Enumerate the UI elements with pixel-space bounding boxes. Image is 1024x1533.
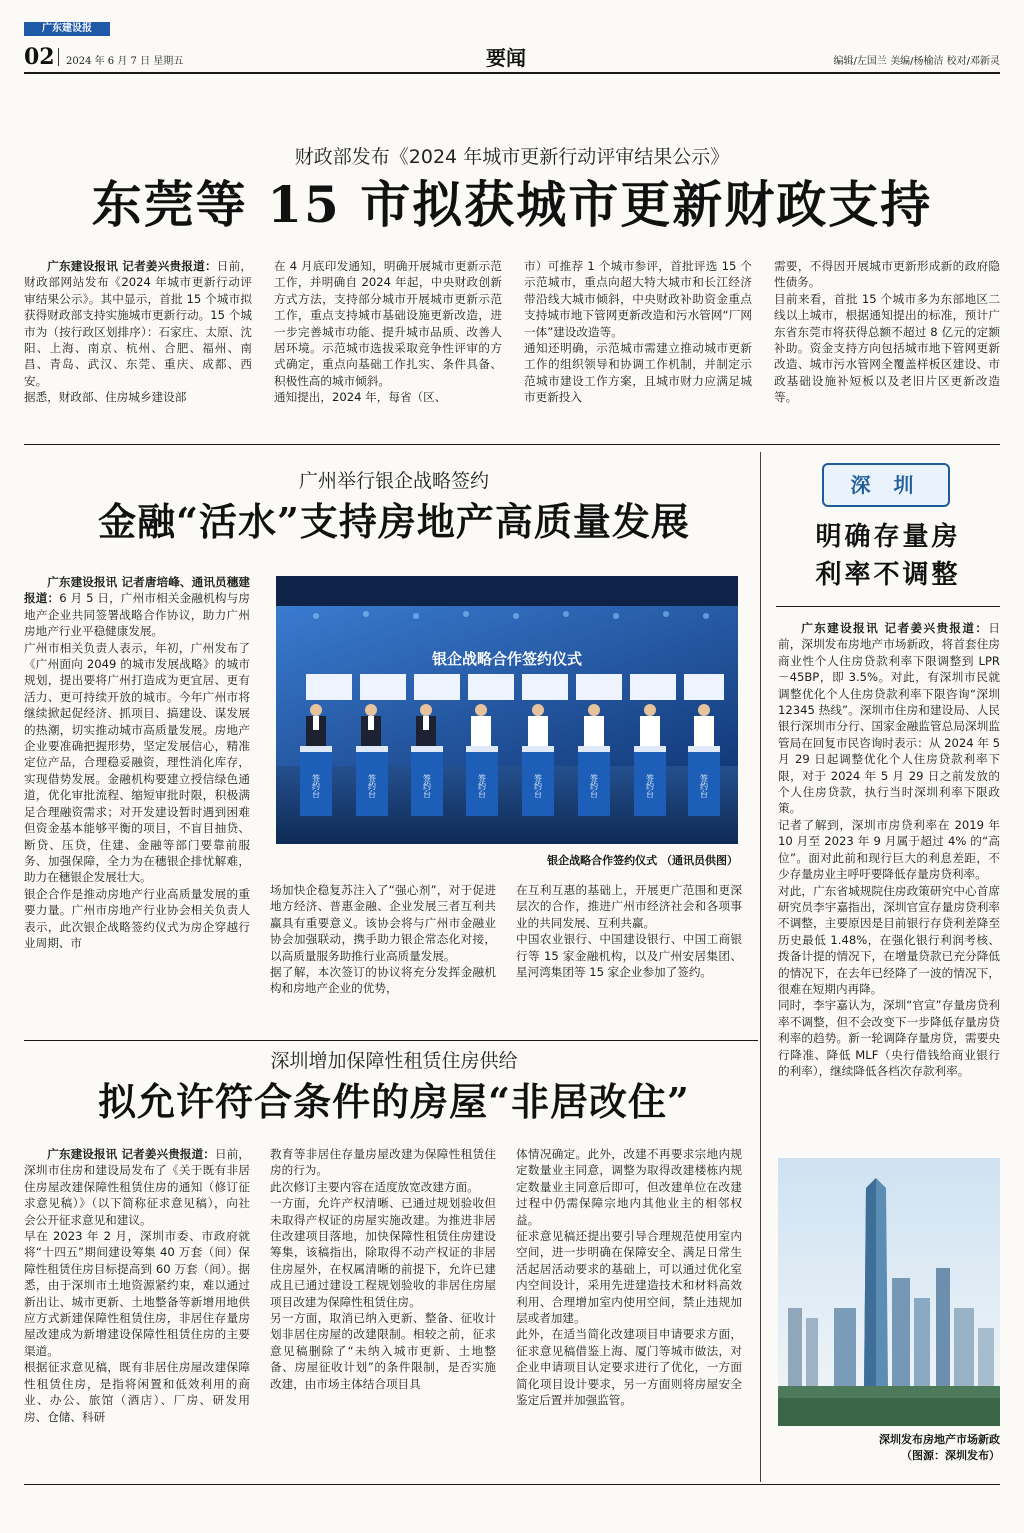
article2-column-1 xyxy=(24,574,250,951)
editor-credits: 编辑/左国兰 美编/杨榆洁 校对/邓新灵 xyxy=(833,56,1000,67)
photo-caption: 银企战略合作签约仪式 （通讯员供图） xyxy=(547,854,738,867)
article2-kicker: 广州举行银企战略签约 xyxy=(298,470,489,492)
article1-column-1 xyxy=(24,258,252,406)
shenzhen-photo-caption xyxy=(778,1432,1000,1464)
article2-column-2: 场加快企稳复苏注入了“强心剂”，对于促进地方经济、普惠金融、企业发展三者互利共赢具有重要意义。该协会将与广州市金融业协会加强联动，携手助力银企常态化对接，以高质量服务助推行业高质量发展。 据了解，本次签订的协议将充分发挥金融机构和房地产企业的优势， xyxy=(270,883,496,996)
article2-headline: 金融“活水”支持房地产高质量发展 xyxy=(98,499,690,544)
podium-label: 签约台 xyxy=(422,774,432,798)
podium-label: 签约台 xyxy=(699,774,709,798)
podium-label: 签约台 xyxy=(367,774,377,798)
article1-byline: 广东建设报讯 记者姜兴贵报道： xyxy=(47,259,217,273)
sidebar-body xyxy=(778,620,1000,1079)
shenzhen-skyline-photo xyxy=(778,1158,1000,1426)
article3-column-2: 教育等非居住存量房屋改建为保障性租赁住房的行为。 此次修订主要内容在适度放宽改建方面。 一方面，允许产权清晰、已通过规划验收但未取得产权证的房屋实施改建。为推进非居住改建项目落地，加快保障性租赁住房建设筹集，该稿指出，除取得不动产权证的非居住房屋外，在权属清晰的前提下，允许已建成且已通过建设工程规划验收的非居住房屋项目改建为保障性租赁住房。 另一方面，取消已纳入更新、整备、征收计划非居住房屋的改建限制。相较之前，征求意见稿删除了“未纳入城市更新、土地整备、房屋征收计划”的条件限制，是否实施改建，由市场主体结合项目具 xyxy=(270,1147,496,1391)
sidebar-headline-line-2: 利率不调整 xyxy=(815,560,961,590)
article1-kicker: 财政部发布《2024 年城市更新行动评审结果公示》 xyxy=(294,146,730,168)
sidebar-body-text: 日前，深圳发布房地产市场新政，将首套住房商业性个人住房贷款利率下限调整到 LPR－45BP，即 3.5%。对此，有深圳市民就调整优化个人住房贷款利率下限咨询“深圳 12345 热线”。深圳市住房和建设局、人民银行深圳市分行、国家金融监管总局深圳监管局在回复市民咨询时表示：从 2024 年 5 月 29 日起调整优化个人住房贷款利率下限，对于 2024 年 5 月 29 日之前发放的个人住房贷款，执行当时深圳利率下限政策。 记者了解到，深圳市房贷利率在 2019 年 10 月至 2023 年 9 月属于超过 4% 的“高位”。面对此前和现行巨大的利息差距，不少存量房业主呼吁要降低存量房贷利率。 对此，广东省城规院住房政策研究中心首席研究员李宇嘉指出，深圳官宣存量房贷利率不调整，主要原因是目前银行存贷利差降至历史最低 1.48%，在强化银行利润考核、拨备计提的情况下，在增量贷款已充分降低的情况下，在去年已经降了一波的情况下，很难在短期内再降。 同时，李宇嘉认为，深圳“官宣”存量房贷利率不调整，但不会改变下一步降低存量房贷利率的趋势。新一轮调降存量房贷，需要央行降准、降低 MLF（央行借钱给商业银行的利率），继续降低各档次存款利率。 xyxy=(778,621,1000,1078)
page-number: 02 xyxy=(24,44,55,70)
article1-headline: 东莞等 15 市拟获城市更新财政支持 xyxy=(91,175,933,234)
page-bottom-rule xyxy=(24,1484,1000,1485)
issue-date: 2024 年 6 月 7 日 星期五 xyxy=(66,56,184,67)
shenzhen-skyline-illustration xyxy=(778,1158,1000,1426)
article1-column-2: 在 4 月底印发通知，明确开展城市更新示范工作，并明确自 2024 年起，中央财政创新方式方法，支持部分城市开展城市更新示范工作，重点支持城市基础设施更新改造，进一步完善城市功能、提升城市品质、改善人居环境。示范城市选拔采取竞争性评审的方式确定，重点向基础工作扎实、条件具备、积极性高的城市倾斜。 通知提出，2024 年，每省（区、 xyxy=(274,259,502,405)
paper-name-badge: 广东建设报 xyxy=(24,22,110,36)
podium-label: 签约台 xyxy=(589,774,599,798)
article2-bottom-rule xyxy=(24,1040,758,1041)
article2-byline: 广东建设报讯 记者唐培峰、通讯员穗建报道： xyxy=(24,575,250,606)
masthead-rule xyxy=(24,72,1000,74)
article1-col1-text: 日前，财政部网站发布《2024 年城市更新行动评审结果公示》。其中显示，首批 15 个城市拟获得财政部支持实施城市更新行动。15 个城市为（按行政区划排序）：石家庄、太原、沈阳、上海、南京、杭州、合肥、福州、南昌、青岛、武汉、东莞、重庆、成都、西安。 据悉，财政部、住房城乡建设部 xyxy=(24,259,252,405)
sidebar-headline-line-1: 明确存量房 xyxy=(815,522,961,552)
article1-bottom-rule xyxy=(24,444,1000,445)
sidebar-rule xyxy=(776,606,1000,607)
article3-column-3: 体情况确定。此外，改建不再要求宗地内规定数量业主同意，调整为取得改建楼栋内规定数量业主同意后即可，但改建单位在改建过程中仍需保障宗地内其他业主的相邻权益。 征求意见稿还提出要引导合理规范使用室内空间，进一步明确在保障安全、满足日常生活起居活动要求的基础上，可以通过优化室内空间设计，采用先进建造技术和材料高效利用、合理增加室内使用空间，禁止违规加层或者加建。 此外，在适当简化改建项目申请要求方面，征求意见稿借鉴上海、厦门等城市做法，对企业申请项目认定要求进行了优化，一方面简化项目设计要求，另一方面则将房屋安全鉴定后置并加强监管。 xyxy=(516,1147,742,1408)
article3-col1-text: 日前，深圳市住房和建设局发布了《关于既有非居住房屋改建保障性租赁住房的通知（修订征求意见稿）》（以下简称征求意见稿），向社会公开征求意见和建议。 早在 2023 年 2 月，深圳市委、市政府就将“十四五”期间建设筹集 40 万套（间）保障性租赁住房目标提高到 60 万套（间）。据悉，由于深圳市土地资源紧约束，难以通过新出让、城市更新、土地整备等新增用地供应方式新建保障性租赁住房，非居住存量房屋改建成为新增建设保障性租赁住房的主要渠道。 根据征求意见稿，既有非居住房屋改建保障性租赁住房，是指将闲置和低效利用的商业、办公、旅馆（酒店）、厂房、研发用房、仓储、科研 xyxy=(24,1147,250,1424)
section-title: 要闻 xyxy=(486,46,526,70)
sidebar-byline: 广东建设报讯 记者姜兴贵报道： xyxy=(801,621,989,635)
sidebar-divider xyxy=(760,452,761,1482)
shenzhen-caption-line-1: 深圳发布房地产市场新政 xyxy=(879,1433,1000,1446)
article2-col1-text: 6 月 5 日，广州市相关金融机构与房地产企业共同签署战略合作协议，助力广州房地产行业平稳健康发展。 广州市相关负责人表示，年初，广州发布了《广州面向 2049 的城市发展战略》的城市规划，提出要将广州打造成为更宜居、更有活力、更可持续开放的城市。今年广州市将继续掀起促经济、抓项目、搞建设、谋发展的热潮，切实推动城市高质量发展。房地产企业要准确把握形势，坚定发展信心，精准定位产品，合理稳妥融资，理性消化库存，实现借势发展。金融机构要建立授信绿色通道，优化审批流程、缩短审批时限，积极满足合理融资需求；对开发建设暂时遇到困难但资金基本能够平衡的项目，不盲目抽贷、断贷、压贷，住建、金融等部门要靠前服务、加强保障，全力为在穗银企排忧解难，助力在穗银企发展壮大。 银企合作是推动房地产行业高质量发展的重要力量。广州市房地产行业协会相关负责人表示，此次银企战略签约仪式为房企穿越行业周期、市 xyxy=(24,591,250,950)
podium-label: 签约台 xyxy=(533,774,543,798)
article1-column-3: 市）可推荐 1 个城市参评，首批评选 15 个示范城市，重点向超大特大城市和长江经济带沿线大城市倾斜，中央财政补助资金重点支持城市地下管网更新改造和污水管网“厂网一体”建设改造等。 通知还明确，示范城市需建立推动城市更新工作的组织领导和协调工作机制，并制定示范城市建设工作方案，且城市财力应满足城市更新投入 xyxy=(524,259,752,405)
article1-column-4: 需要，不得因开展城市更新形成新的政府隐性债务。 目前来看，首批 15 个城市多为东部地区二线以上城市，根据通知提出的标准，预计广东省东莞市将获得总额不超过 8 亿元的定额补助。资金支持方向包括城市地下管网更新改造、城市污水管网全覆盖样板区建设、市政基础设施补短板以及老旧片区更新改造等。 xyxy=(774,259,1000,405)
masthead-divider xyxy=(58,48,59,66)
podium-label: 签约台 xyxy=(311,774,321,798)
article3-headline: 拟允许符合条件的房屋“非居改住” xyxy=(98,1079,690,1124)
sidebar-location-tag: 深 圳 xyxy=(822,463,950,507)
photo-screen-title: 银企战略合作签约仪式 xyxy=(431,650,583,668)
shenzhen-caption-line-2: （图源：深圳发布） xyxy=(901,1449,1000,1462)
article3-kicker: 深圳增加保障性租赁住房供给 xyxy=(270,1050,518,1072)
signing-ceremony-photo xyxy=(276,576,738,844)
sidebar-headline xyxy=(776,518,1000,594)
podium-label: 签约台 xyxy=(477,774,487,798)
article3-byline: 广东建设报讯 记者姜兴贵报道： xyxy=(47,1147,215,1161)
signing-ceremony-illustration xyxy=(276,576,738,844)
podium-label: 签约台 xyxy=(645,774,655,798)
article2-column-3: 在互利互惠的基础上，开展更广范围和更深层次的合作，推进广州市经济社会和各项事业的共同发展、互利共赢。 中国农业银行、中国建设银行、中国工商银行等 15 家金融机构，以及广州安居集团、星河湾集团等 15 家企业参加了签约。 xyxy=(516,883,742,980)
article3-column-1 xyxy=(24,1146,250,1425)
